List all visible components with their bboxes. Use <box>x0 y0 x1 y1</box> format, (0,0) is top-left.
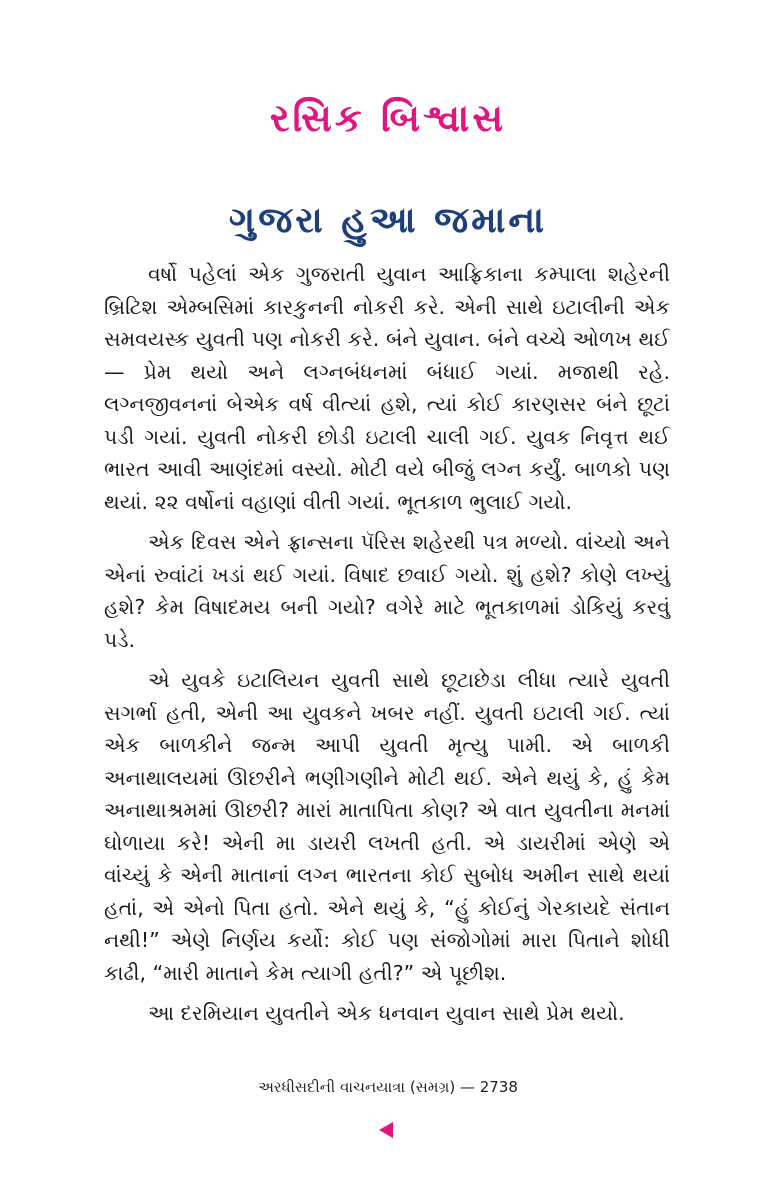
paragraph: એ યુવકે ઇટાલિયન યુવતી સાથે છૂટાછેડા લીધા ત્યારે યુવતી સગર્ભા હતી, એની આ યુવકને ખબર નહીં. યુવતી ઇટાલી ગઈ. ત્યાં એક બાળકીને જન્મ આપી યુવતી મૃત્યુ પામી. એ બાળકી અનાથાલયમાં ઊછરીને ભણીગણીને મોટી થઈ. એને થયું કે, હું કેમ અનાથાશ્રમમાં ઊછરી? મારાં માતાપિતા કોણ? એ વાત યુવતીના મનમાં ઘોળાયા કરે! એની મા ડાયરી લખતી હતી. એ ડાયરીમાં એણે એ વાંચ્યું કે એની માતાનાં લગ્ન ભારતના કોઈ સુબોધ અમીન સાથે થયાં હતાં, એ એનો પિતા હતો. એને થયું કે, “હું કોઈનું ગેરકાયદે સંતાન નથી!” એણે નિર્ણય કર્યો: કોઈ પણ સંજોગોમાં મારા પિતાને શોધી કાઢી, “મારી માતાને કેમ ત્યાગી હતી?” એ પૂછીશ. <box>104 668 670 985</box>
paragraph: એક દિવસ એને ફ્રાન્સના પૅરિસ શહેરથી પત્ર મળ્યો. વાંચ્યો અને એનાં રુવાંટાં ખડાં થઈ ગયાં. વિષાદ છવાઈ ગયો. શું હશે? કોણે લખ્યું હશે? કેમ વિષાદમય બની ગયો? વગેરે માટે ભૂતકાળમાં ડોકિયું કરવું પડે. <box>104 530 670 652</box>
paragraph: આ દરમિયાન યુવતીને એક ધનવાન યુવાન સાથે પ્રેમ થયો. <box>148 1001 625 1025</box>
author-name: રસિક બિશ્વાસ <box>269 96 507 140</box>
article-title: ગુજરા હુઆ જમાના <box>228 200 548 241</box>
article-body <box>104 258 670 1038</box>
paragraph: વર્ષો પહેલાં એક ગુજરાતી યુવાન આફ્રિકાના કમ્પાલા શહેરની બ્રિટિશ એમ્બસિમાં કારકુનની નોકરી કરે. એની સાથે ઇટાલીની એક સમવયસ્ક યુવતી પણ નોકરી કરે. બંને યુવાન. બંને વચ્ચે ઓળખ થઈ— પ્રેમ થયો અને લગ્નબંધનમાં બંધાઈ ગયાં. મજાથી રહે. લગ્નજીવનનાં બેએક વર્ષ વીત્યાં હશે, ત્યાં કોઈ કારણસર બંને છૂટાં પડી ગયાં. યુવતી નોકરી છોડી ઇટાલી ચાલી ગઈ. યુવક નિવૃત્ત થઈ ભારત આવી આણંદમાં વસ્યો. મોટી વયે બીજું લગ્ન કર્યું. બાળકો પણ થયાં. ૨૨ વર્ષોનાં વહાણાં વીતી ગયાં. ભૂતકાળ ભુલાઈ ગયો. <box>104 262 670 514</box>
page-footer: અરધીસદીની વાચનયાત્રા (સમગ્ર) — 2738 <box>258 1078 518 1096</box>
previous-page-arrow-icon[interactable] <box>379 1122 393 1138</box>
